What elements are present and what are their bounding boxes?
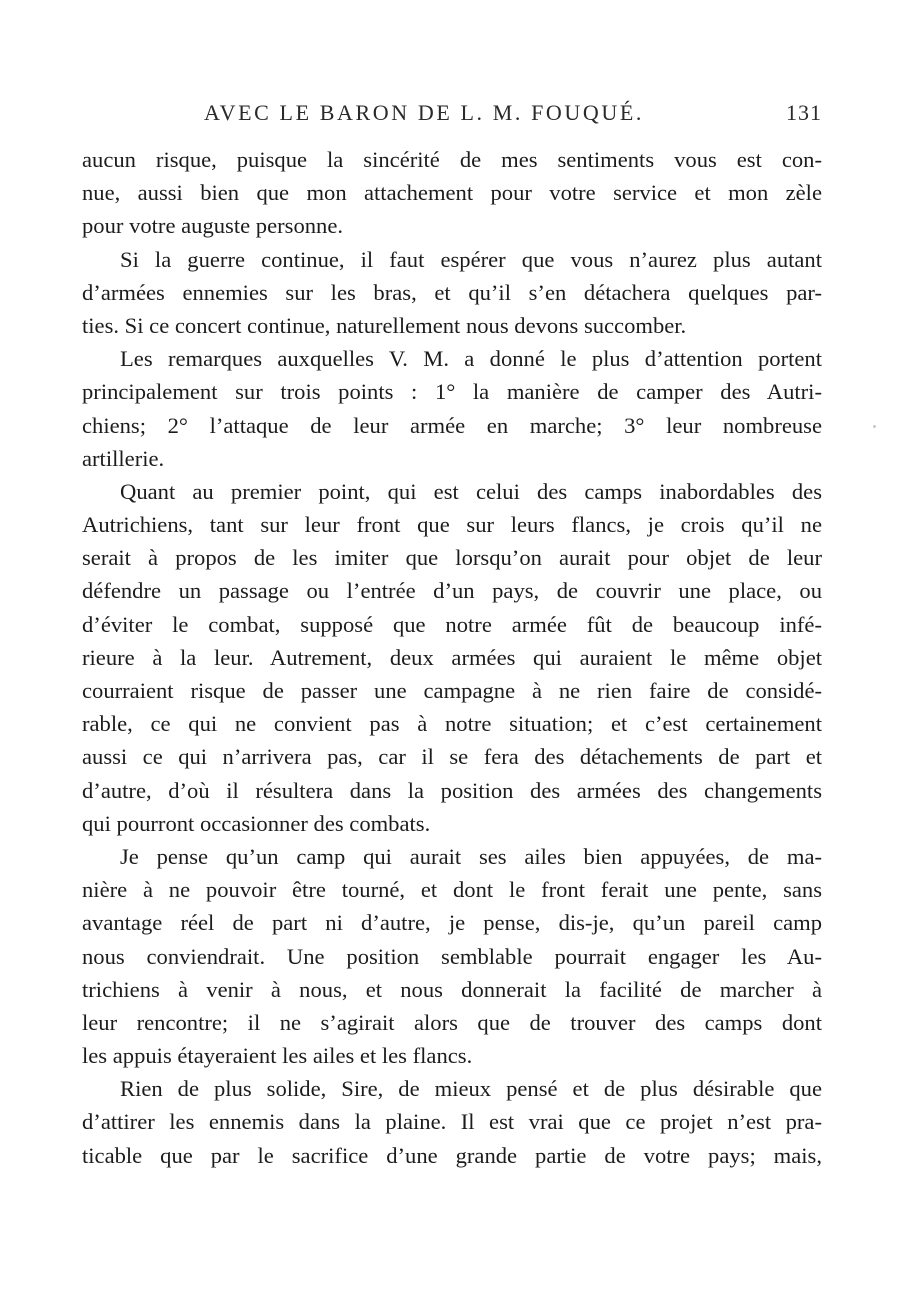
text-line: Les remarques auxquelles V. M. a donné le plus d’attention portent: [120, 346, 822, 372]
text-line: ties. Si ce concert continue, naturellement nous devons succomber.: [82, 312, 687, 338]
text-line: Rien de plus solide, Sire, de mieux pensé et de plus désirable que: [120, 1076, 822, 1102]
body-text: [82, 143, 822, 1172]
text-line: d’autre, d’où il résultera dans la position des armées des changements: [82, 777, 822, 803]
running-title: AVEC LE BARON DE L. M. FOUQUÉ.: [204, 100, 644, 125]
margin-speck: [873, 425, 876, 428]
text-line: artillerie.: [82, 445, 165, 471]
text-line: aussi ce qui n’arrivera pas, car il se fera des détachements de part et: [82, 744, 822, 770]
paragraph-1: [82, 143, 822, 243]
text-line: Je pense qu’un camp qui aurait ses ailes bien appuyées, de ma-: [120, 843, 822, 869]
paragraph-5: [82, 840, 822, 1072]
text-line: pour votre auguste personne.: [82, 213, 344, 239]
text-line: chiens; 2° l’attaque de leur armée en marche; 3° leur nombreuse: [82, 412, 822, 438]
running-head: [82, 100, 822, 132]
text-line: aucun risque, puisque la sincérité de mes sentiments vous est con-: [82, 147, 822, 172]
text-line: principalement sur trois points : 1° la manière de camper des Autri-: [82, 379, 822, 405]
text-line: ticable que par le sacrifice d’une grande partie de votre pays; mais,: [82, 1142, 822, 1168]
text-line: nous conviendrait. Une position semblable pourrait engager les Au-: [82, 943, 822, 969]
text-line: rieure à la leur. Autrement, deux armées qui auraient le même objet: [82, 644, 822, 670]
page-number: 131: [786, 100, 822, 125]
paragraph-3: [82, 342, 822, 475]
text-line: Autrichiens, tant sur leur front que sur leurs flancs, je crois qu’il ne: [82, 512, 822, 538]
paragraph-4: [82, 475, 822, 840]
text-line: avantage réel de part ni d’autre, je pense, dis-je, qu’un pareil camp: [82, 910, 822, 936]
text-line: Si la guerre continue, il faut espérer que vous n’aurez plus autant: [120, 246, 822, 272]
text-line: d’éviter le combat, supposé que notre armée fût de beaucoup infé-: [82, 611, 822, 637]
text-line: leur rencontre; il ne s’agirait alors que de trouver des camps dont: [82, 1009, 822, 1035]
paragraph-6: [82, 1072, 822, 1172]
text-line: défendre un passage ou l’entrée d’un pays, de couvrir une place, ou: [82, 578, 822, 604]
text-line: serait à propos de les imiter que lorsqu’on aurait pour objet de leur: [82, 545, 822, 571]
text-line: nière à ne pouvoir être tourné, et dont le front ferait une pente, sans: [82, 877, 822, 903]
text-line: les appuis étayeraient les ailes et les flancs.: [82, 1043, 473, 1069]
text-line: d’attirer les ennemis dans la plaine. Il est vrai que ce projet n’est pra-: [82, 1109, 822, 1135]
text-line: nue, aussi bien que mon attachement pour votre service et mon zèle: [82, 180, 822, 206]
paragraph-2: [82, 243, 822, 343]
text-line: rable, ce qui ne convient pas à notre situation; et c’est certainement: [82, 711, 822, 737]
text-line: courraient risque de passer une campagne à ne rien faire de considé-: [82, 678, 822, 703]
text-line: qui pourront occasionner des combats.: [82, 810, 431, 836]
text-line: d’armées ennemies sur les bras, et qu’il s’en détachera quelques par-: [82, 279, 822, 305]
text-line: Quant au premier point, qui est celui des camps inabordables des: [120, 478, 822, 504]
text-line: trichiens à venir à nous, et nous donnerait la facilité de marcher à: [82, 976, 822, 1002]
